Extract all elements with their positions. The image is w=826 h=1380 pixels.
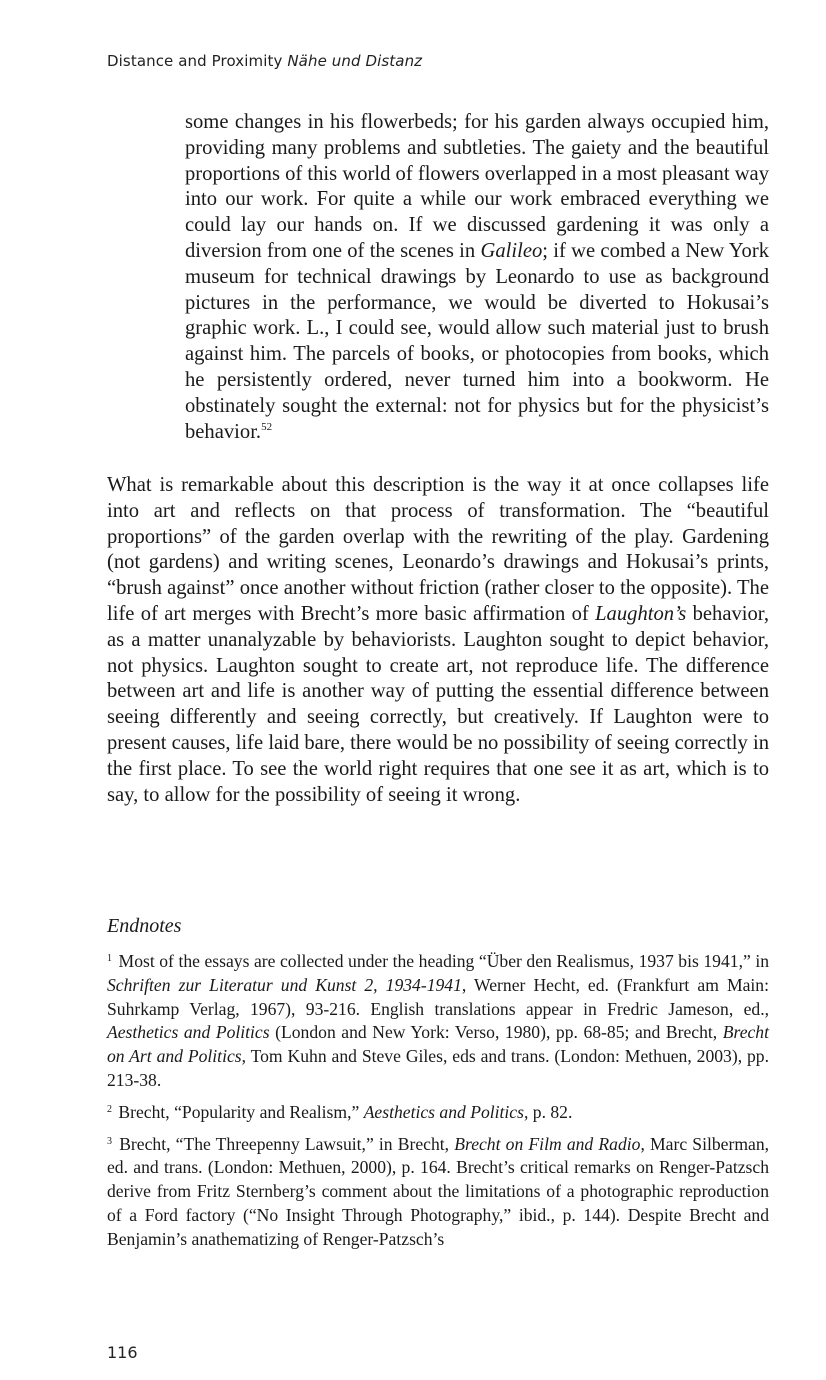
endnote-italic: Brecht on Film and Radio <box>454 1133 641 1154</box>
paragraph-text <box>107 473 769 808</box>
endnote-italic: Aesthetics and Politics <box>363 1101 524 1122</box>
endnote-text: Brecht, “Popularity and Realism,” <box>118 1101 364 1122</box>
endnote-text: , p. 82. <box>523 1101 573 1122</box>
endnote-2 <box>107 1101 769 1125</box>
endnotes-heading: Endnotes <box>107 915 182 937</box>
endnote-italic: Brecht on Art and Politics <box>107 1022 769 1067</box>
endnote-number: 1 <box>107 953 112 964</box>
endnote-1 <box>107 950 769 1093</box>
endnote-text: , Marc Silberman, ed. and trans. (London: Methuen, 2000), p. 164. Brecht’s critical remarks on Renger-Patzsch derive from Fritz Sternberg’s comment about the limitations of a photographic reproduction of a Ford factory (“No Insight Through Photography,” ibid., p. 144). Despite Brecht and Benjamin’s anathematizing of Renger-Patzsch’s <box>107 1133 770 1249</box>
endnote-number: 2 <box>107 1103 112 1115</box>
endnote-italic: Aesthetics and Politics <box>107 1022 270 1043</box>
endnote-text: Brecht, “The Threepenny Lawsuit,” in Brecht, <box>119 1133 455 1154</box>
running-head <box>107 52 422 70</box>
quote-text: ; if we combed a New York museum for technical drawings by Leonardo to use as background pictures in the performance, we would be diverted to Hokusai’s graphic work. L., I could see, would allow such material just to brush against him. The parcels of books, or photocopies from books, which he persistently ordered, never turned him into a bookworm. He obstinately sought the external: not for physics but for the physicist’s behavior. <box>185 239 769 443</box>
block-quote-paragraph <box>185 110 769 445</box>
block-quote <box>185 110 769 445</box>
running-head-subtitle: Nähe und Distanz <box>287 52 423 70</box>
endnote-text: (London and New York: Verso, 1980), pp. 68-85; and Brecht, <box>269 1022 723 1043</box>
quote-italic-title: Galileo <box>480 239 543 262</box>
endnote-number: 3 <box>107 1135 112 1147</box>
page-number: 116 <box>107 1343 138 1362</box>
paragraph-italic: Laughton’s <box>595 602 687 625</box>
quote-text: some changes in his flowerbeds; for his garden always occupied him, providing many problems and subtleties. The gaiety and the beautiful proportions of this world of flowers overlapped in a most pleasant way into our work. For quite a while our work embraced everything we could lay our hands on. If we discussed gardening it was only a diversion from one of the scenes in <box>185 111 769 262</box>
endnote-italic: Schriften zur Literatur und Kunst 2, 1934-1941 <box>107 974 462 995</box>
paragraph-text-span: What is remarkable about this description is the way it at once collapses life into art and reflects on that process of transformation. The “beautiful proportions” of the garden overlap with the rewriting of the play. Gardening (not gardens) and writing scenes, Leonardo’s drawings and Hokusai’s prints, “brush against” once another without friction (rather closer to the opposite). The life of art merges with Brecht’s more basic affirmation of <box>107 474 769 625</box>
footnote-reference: 52 <box>261 420 273 433</box>
endnote-text: Most of the essays are collected under the heading “Über den Realismus, 1937 bis 1941,” in <box>118 951 769 971</box>
endnote-text: , Tom Kuhn and Steve Giles, eds and trans. (London: Methuen, 2003), pp. 213-38. <box>107 1046 769 1090</box>
endnote-3 <box>107 1133 769 1252</box>
endnote-text: , Werner Hecht, ed. (Frankfurt am Main: Suhrkamp Verlag, 1967), 93-216. English translations appear in Fredric Jameson, ed., <box>107 974 769 1019</box>
paragraph-text-span: behavior, as a matter unanalyzable by behaviorists. Laughton sought to depict behavior, not physics. Laughton sought to create art, not reproduce life. The difference between art and life is another way of putting the essential difference between seeing differently and seeing correctly, but creatively. If Laughton were to present causes, life laid bare, there would be no possibility of seeing correctly in the first place. To see the world right requires that one see it as art, which is to say, to allow for the possibility of seeing it wrong. <box>107 602 769 806</box>
endnotes-list <box>107 950 769 1260</box>
body-paragraph <box>107 473 769 808</box>
running-head-title: Distance and Proximity <box>107 52 283 70</box>
